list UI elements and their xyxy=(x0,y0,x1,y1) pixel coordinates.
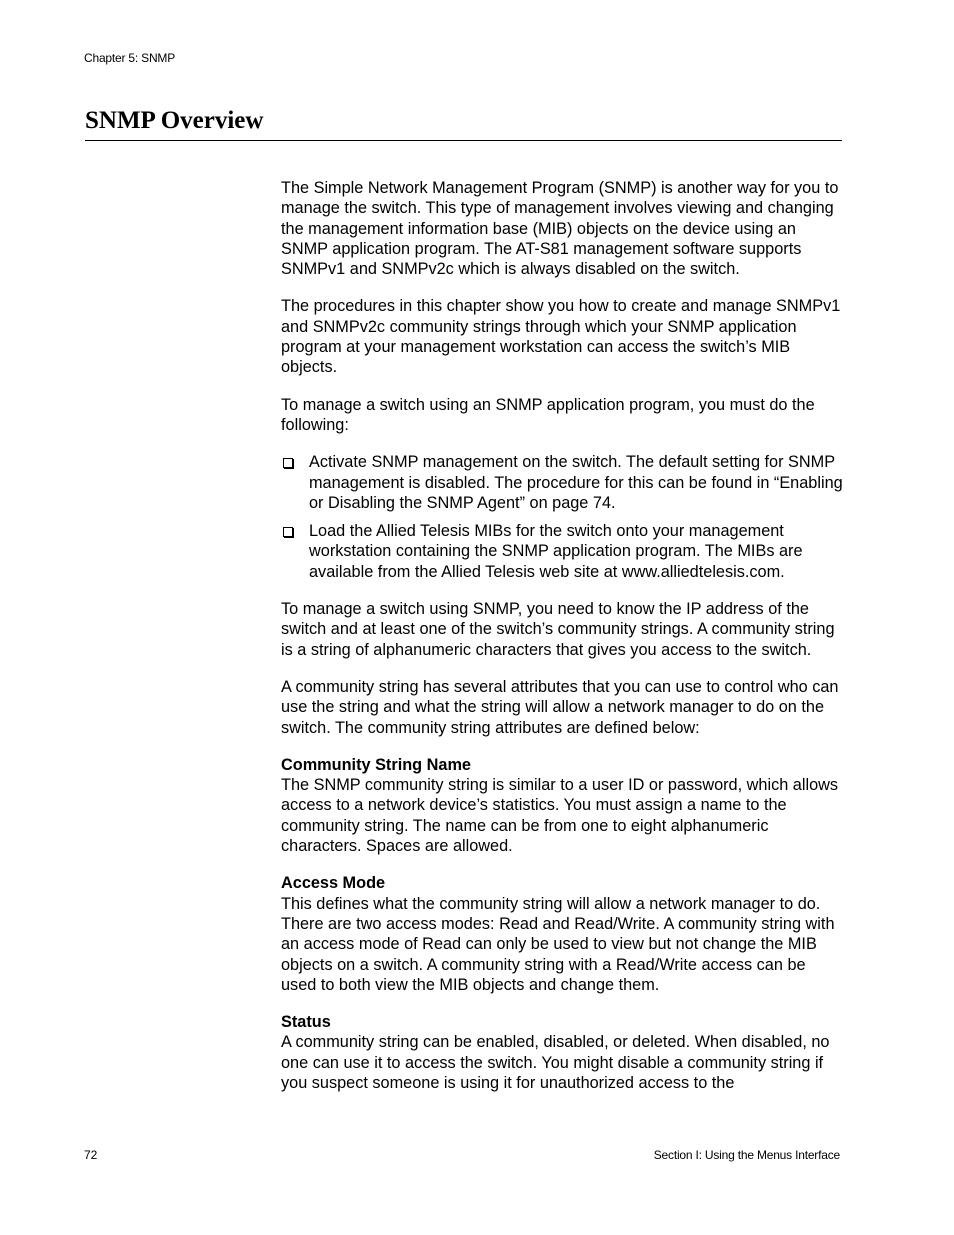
definition-status xyxy=(281,1012,843,1093)
page-title: SNMP Overview xyxy=(85,107,264,134)
requirements-paragraph: To manage a switch using an SNMP application program, you must do the following: xyxy=(281,395,815,434)
title-rule xyxy=(85,140,842,141)
procedures-paragraph: The procedures in this chapter show you how to create and manage SNMPv1 and SNMPv2c community strings through which your SNMP application program at your management workstation can access the switch’s MIB objects. xyxy=(281,297,841,377)
definition-text: The SNMP community string is similar to a user ID or password, which allows access to a network device’s statistics. You must assign a name to the community string. The name can be from one to eight alphanumeric characters. Spaces are allowed. xyxy=(281,776,839,856)
intro-paragraph: The Simple Network Management Program (SNMP) is another way for you to manage the switch. This type of management involves viewing and changing the management information base (MIB) objects on the device using an SNMP application program. The AT-S81 management software supports SNMPv1 and SNMPv2c which is always disabled on the switch. xyxy=(281,179,839,279)
ip-address-paragraph: To manage a switch using SNMP, you need to know the IP address of the switch and at least one of the switch’s community strings. A community string is a string of alphanumeric characters that gives you access to the switch. xyxy=(281,600,835,659)
running-header: Chapter 5: SNMP xyxy=(84,51,176,65)
page-number: 72 xyxy=(84,1148,98,1162)
checkbox-bullet-icon xyxy=(283,458,293,468)
definition-access-mode xyxy=(281,873,843,995)
running-footer-section: Section I: Using the Menus Interface xyxy=(653,1148,840,1162)
definition-heading: Community String Name xyxy=(281,755,471,774)
body-text xyxy=(281,178,843,1110)
list-item-text: Load the Allied Telesis MIBs for the switch onto your management workstation containing the SNMP application program. The MIBs are available from the Allied Telesis web site at www.alliedtelesis.com. xyxy=(309,522,803,581)
attributes-paragraph: A community string has several attributes that you can use to control who can use the string and what the string will allow a network manager to do on the switch. The community string attributes are defined below: xyxy=(281,677,839,737)
list-item xyxy=(281,452,843,513)
requirements-list xyxy=(281,452,843,582)
definition-text: This defines what the community string will allow a network manager to do. There are two access modes: Read and Read/Write. A community string with an access mode of Read can only be used to view but not change the MIB objects on a switch. A community string with a Read/Write access can be used to both view the MIB objects and change them. xyxy=(281,894,835,994)
list-item-text: Activate SNMP management on the switch. The default setting for SNMP management is disabled. The procedure for this can be found in “Enabling or Disabling the SNMP Agent” on page 74. xyxy=(309,453,843,512)
definition-heading: Access Mode xyxy=(281,874,386,893)
definition-heading: Status xyxy=(281,1013,331,1032)
definition-community-string-name xyxy=(281,755,843,856)
checkbox-bullet-icon xyxy=(283,527,293,537)
definition-text: A community string can be enabled, disabled, or deleted. When disabled, no one can use it to access the switch. You might disable a community string if you suspect someone is using it for unauthorized access to the xyxy=(281,1033,830,1092)
list-item xyxy=(281,521,843,582)
